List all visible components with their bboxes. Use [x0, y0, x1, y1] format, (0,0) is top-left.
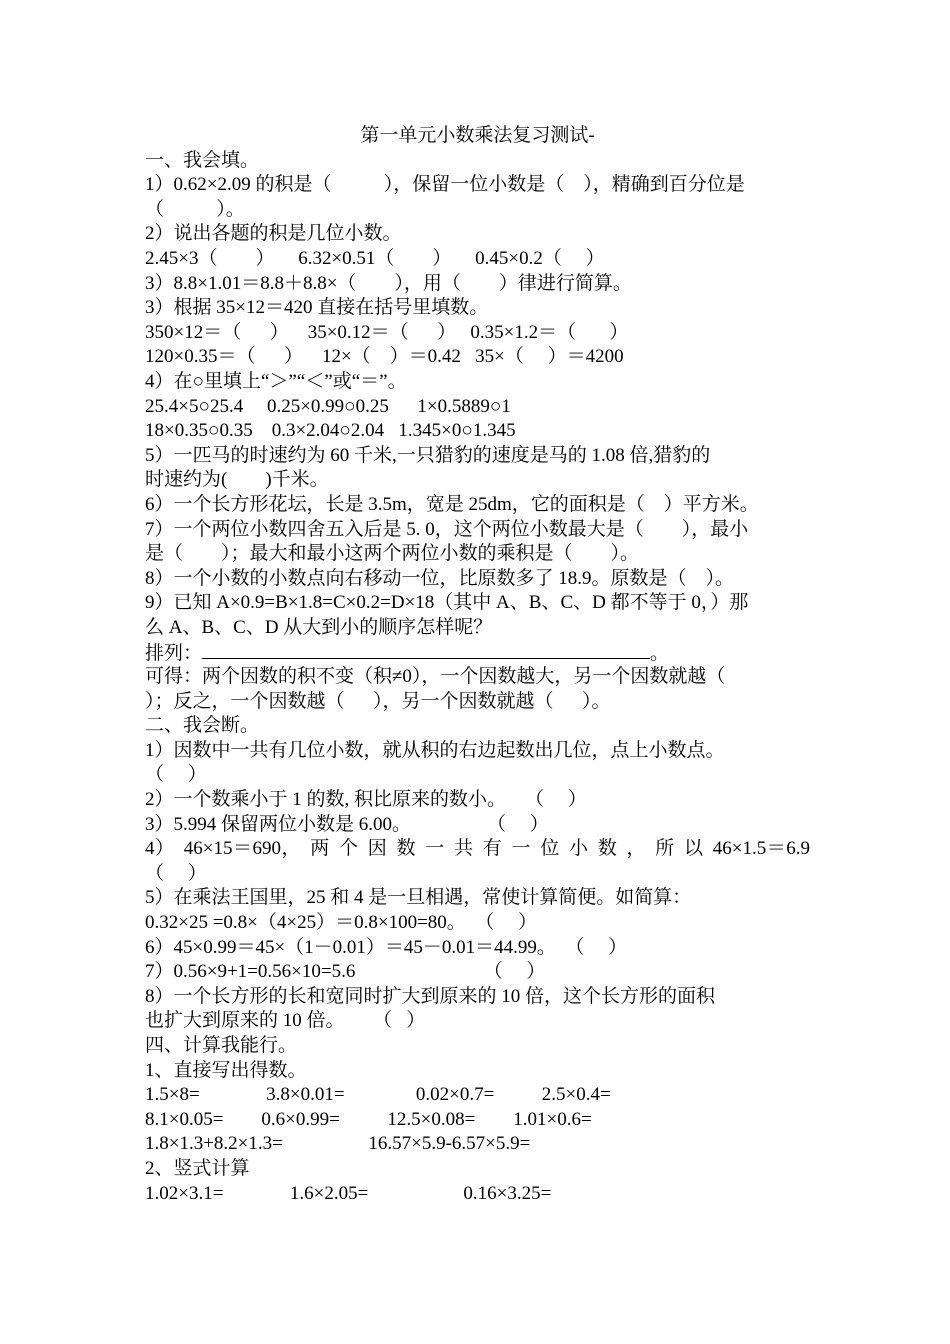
text-line: 25.4×5○25.4 0.25×0.99○0.25 1×0.5889○1 [145, 395, 511, 417]
text-line: （ ）。 [145, 198, 245, 220]
text-line: 也扩大到原来的 10 倍。 （ ） [145, 1010, 426, 1032]
arrange-label: 排列： [145, 643, 203, 665]
text-line: 2）一个数乘小于 1 的数, 积比原来的数小。 （ ） [145, 789, 587, 811]
text-line: 6）45×0.99＝45×（1－0.01）＝45－0.01＝44.99。 （ ） [145, 936, 628, 958]
text-line: 3）5.994 保留两位小数是 6.00。 （ ） [145, 813, 549, 835]
text-line: 时速约为( )千米。 [145, 469, 329, 491]
text-line: 么 A、B、C、D 从大到小的顺序怎样呢？ [145, 616, 493, 638]
text-line: 2）说出各题的积是几位小数。 [145, 223, 402, 245]
text-line: 1、直接写出得数。 [145, 1059, 307, 1081]
text-line: 1.8×1.3+8.2×1.3= 16.57×5.9-6.57×5.9= [145, 1133, 531, 1155]
text-line: 可得：两个因数的积不变（积≠0），一个因数越大，另一个因数就越（ [145, 666, 726, 688]
text-line: 3）根据 35×12＝420 直接在括号里填数。 [145, 297, 489, 319]
text-line: ）；反之，一个因数越（ ），另一个因数就越（ ）。 [145, 690, 611, 712]
arrange-end: 。 [650, 643, 670, 665]
worksheet-page [145, 124, 810, 1206]
text-line: 1.02×3.1= 1.6×2.05= 0.16×3.25= [145, 1182, 552, 1204]
text-line: 1）0.62×2.09 的积是（ ），保留一位小数是（ ），精确到百分位是 [145, 174, 745, 196]
calc-section [145, 1034, 810, 1206]
section-heading: 二、我会断。 [145, 715, 260, 737]
text-line: 120×0.35＝（ ） 12×（ ）＝0.42 35×（ ）＝4200 [145, 346, 624, 368]
page-title: 第一单元小数乘法复习测试- [360, 125, 595, 146]
text-line: 1）因数中一共有几位小数，就从积的右边起数出几位，点上小数点。 [145, 739, 725, 761]
text-line: （ ） [145, 764, 207, 786]
text-line: 8）一个小数的小数点向右移动一位，比原数多了 18.9。原数是（ ）。 [145, 567, 735, 589]
text-line: 一、我会填。 [145, 149, 260, 171]
text-line: 1.5×8= 3.8×0.01= 0.02×0.7= 2.5×0.4= [145, 1084, 611, 1106]
text-line: 18×0.35○0.35 0.3×2.04○2.04 1.345×0○1.345 [145, 420, 516, 442]
text-line: 2、竖式计算 [145, 1157, 250, 1179]
text-line: 0.32×25 =0.8×（4×25）＝0.8×100=80。 （ ） [145, 912, 538, 933]
answer-blank[interactable] [202, 640, 650, 659]
judge-section [145, 714, 810, 1034]
text-line: （ ） [145, 862, 207, 884]
text-line: 6）一个长方形花坛，长是 3.5m，宽是 25dm，它的面积是（ ）平方米。 [145, 493, 759, 515]
section-heading: 四、计算我能行。 [145, 1034, 298, 1056]
text-line: 2.45×3（ ） 6.32×0.51（ ） 0.45×0.2（ ） [145, 247, 605, 269]
text-line: 是（ ）；最大和最小这两个两位小数的乘积是（ ）。 [145, 543, 640, 565]
text-line: 4）在○里填上“＞”“＜”或“＝”。 [145, 370, 407, 392]
text-line: 350×12＝（ ） 35×0.12＝（ ） 0.35×1.2＝（ ） [145, 321, 629, 343]
arrange-line [145, 640, 810, 665]
text-line: 5）在乘法王国里，25 和 4 是一旦相遇，常使计算简便。如简算： [145, 887, 692, 909]
text-line: 3）8.8×1.01＝8.8＋8.8×（ ），用（ ）律进行简算。 [145, 272, 632, 294]
fill-section [145, 149, 810, 715]
text-line: 9）已知 A×0.9=B×1.8=C×0.2=D×18（其中 A、B、C、D 都不等于 0，）那 [145, 592, 749, 614]
text-line: 4） 46×15＝690， 两 个 因 数 一 共 有 一 位 小 数 ， 所 以 46×1.5＝6.9 [145, 838, 810, 860]
text-line: 7）一个两位小数四舍五入后是 5. 0，这个两位小数最大是（ ），最小 [145, 518, 749, 540]
text-line: 5）一匹马的时速约为 60 千米,一只猎豹的速度是马的 1.08 倍,猎豹的 [145, 444, 711, 466]
text-line: 8.1×0.05= 0.6×0.99= 12.5×0.08= 1.01×0.6= [145, 1108, 592, 1130]
text-line: 7）0.56×9+1=0.56×10=5.6 （ ） [145, 961, 546, 983]
text-line: 8）一个长方形的长和宽同时扩大到原来的 10 倍，这个长方形的面积 [145, 985, 716, 1007]
